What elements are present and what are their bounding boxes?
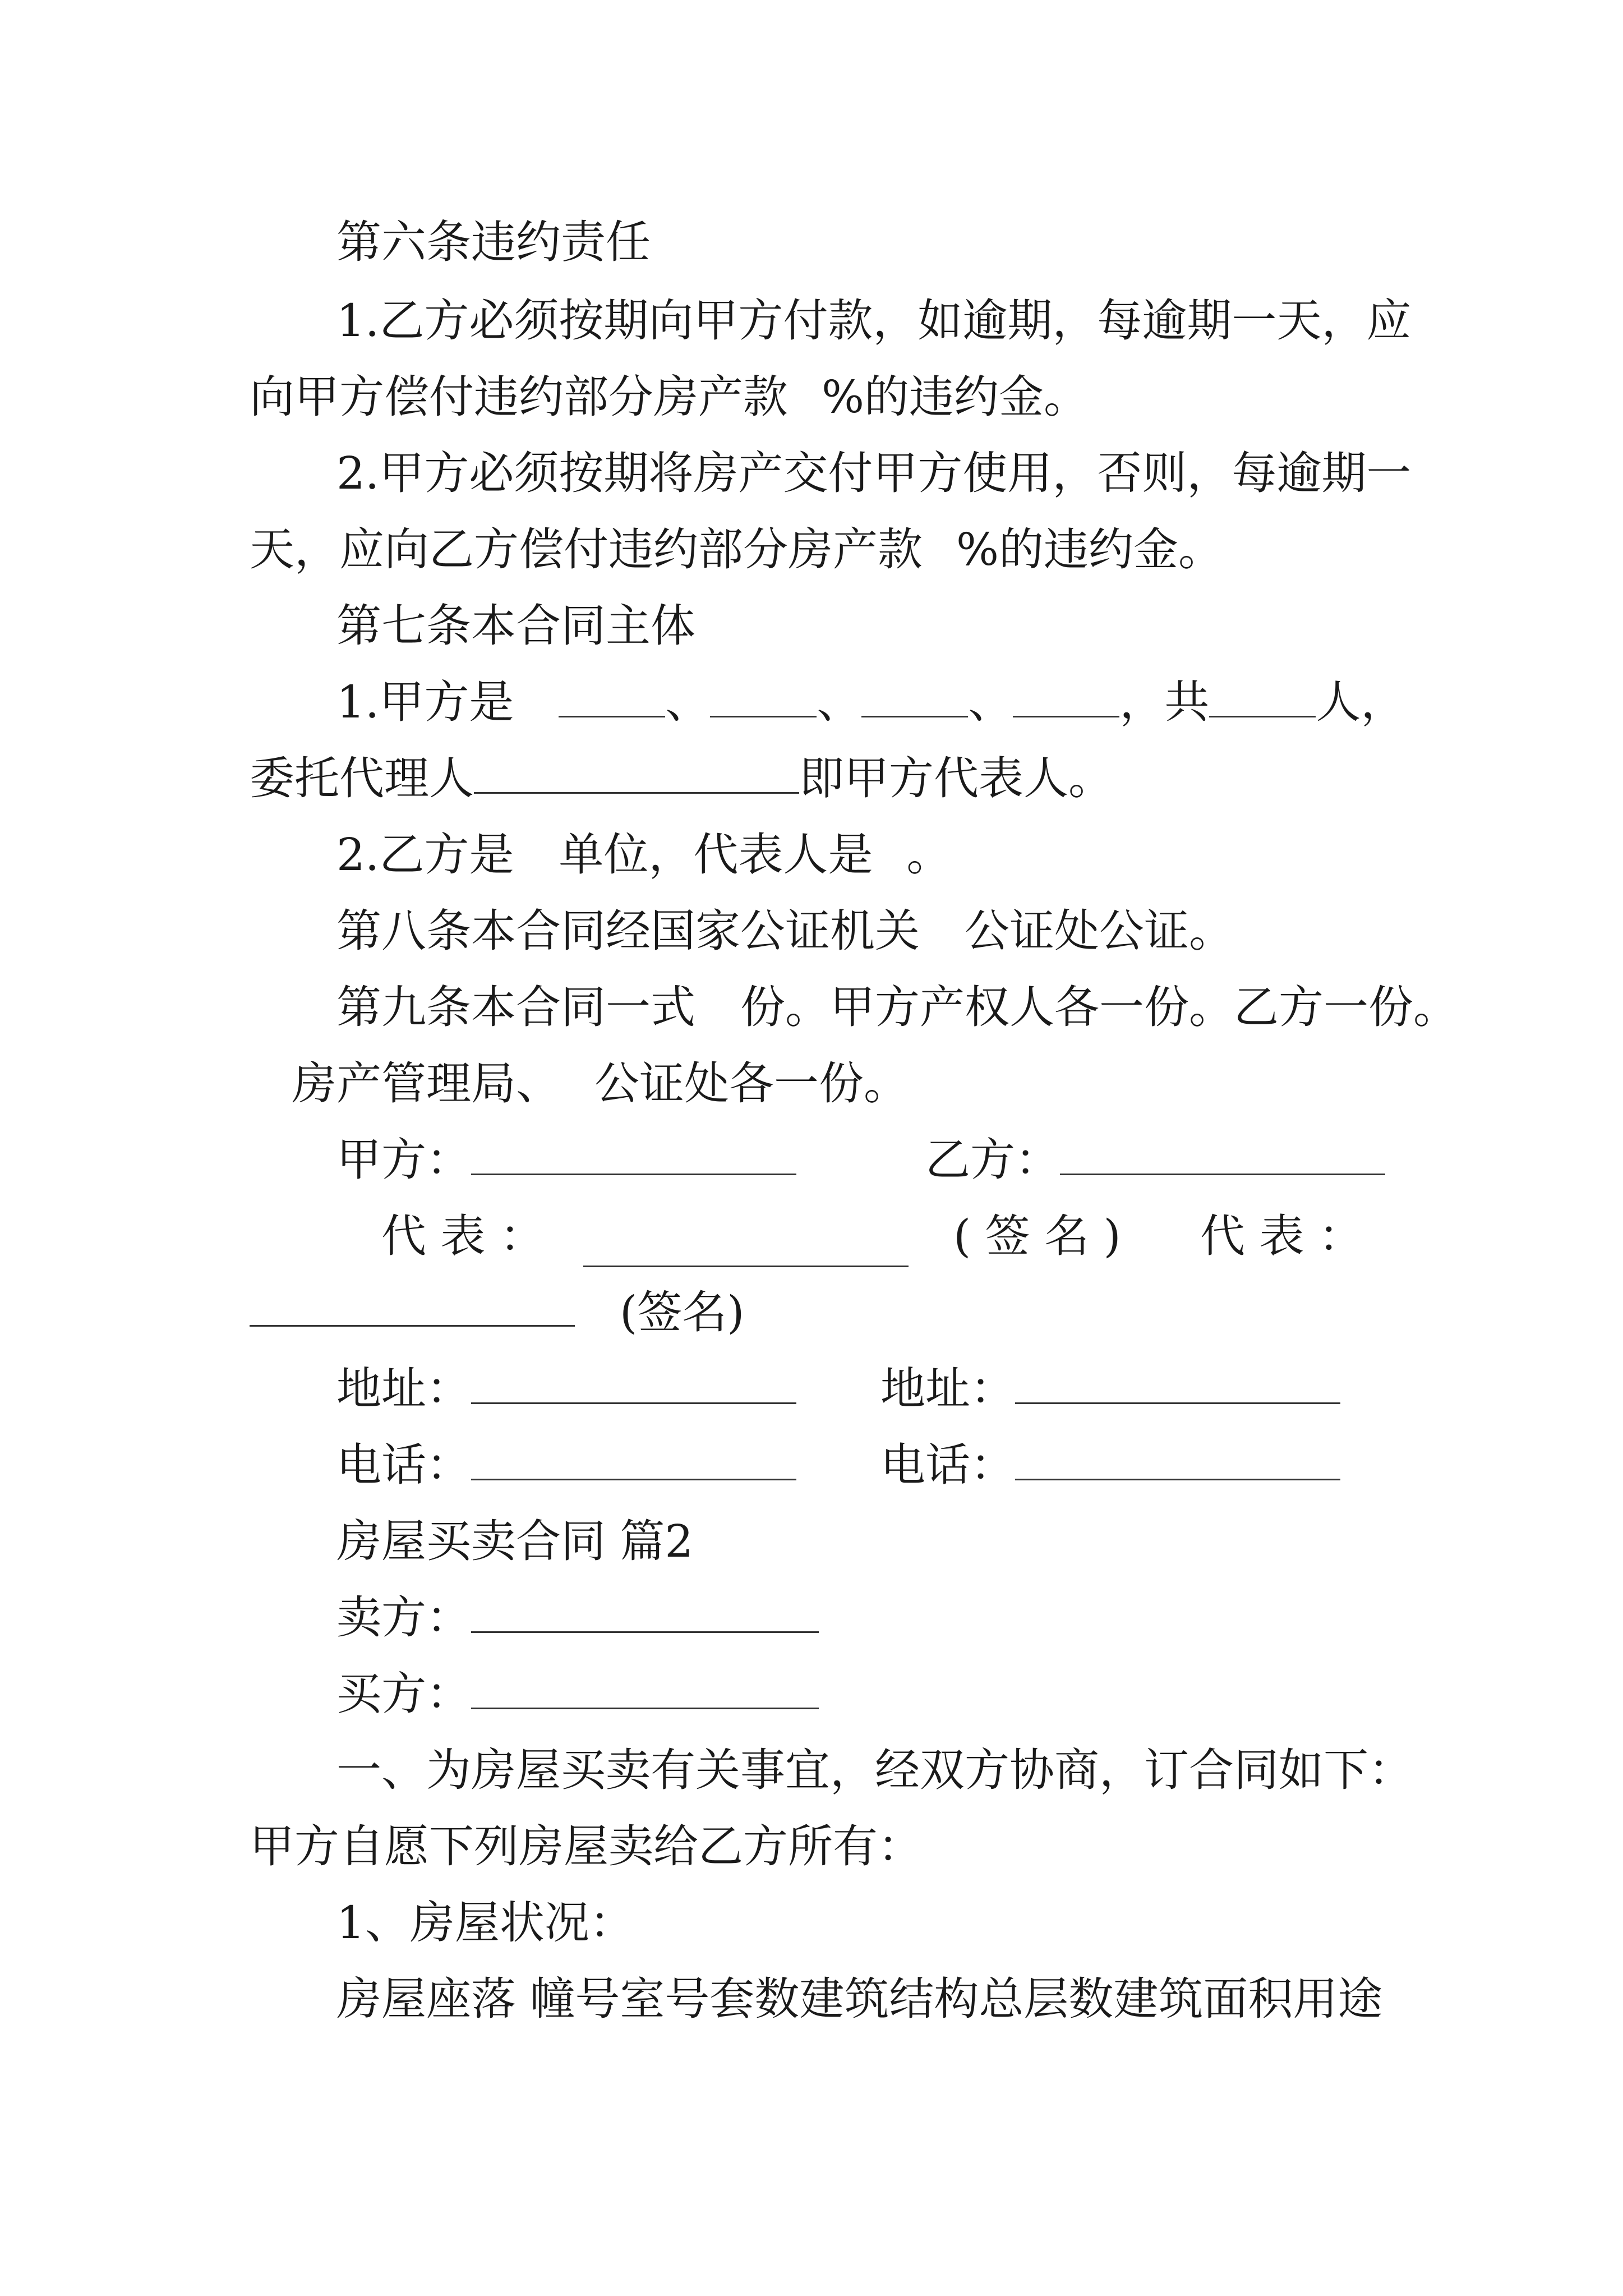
party-a-name-blank-2[interactable] [710, 675, 817, 717]
article-6-clause-1-cont: 向甲方偿付违约部分房产款 %的违约金。 [250, 371, 1089, 423]
rep-a-label: 代 表 ： [381, 1210, 545, 1262]
party-a-blank[interactable] [471, 1133, 796, 1175]
address-b-blank[interactable] [1015, 1362, 1340, 1404]
article-7-clause-1: 1.甲方是 、 、 、 ，共 人， [336, 676, 1406, 728]
contract-2-para-1: 一、为房屋买卖有关事宜，经双方协商，订合同如下： [336, 1744, 1413, 1796]
rep-a-signature: ( 签 名 ) [953, 1210, 1121, 1262]
party-a-name-blank-1[interactable] [559, 675, 665, 717]
address-b-row: 地址： [880, 1361, 1340, 1417]
phone-a-blank[interactable] [471, 1438, 796, 1480]
article-6-clause-2: 2.甲方必须按期将房产交付甲方使用，否则，每逾期一 [336, 447, 1412, 499]
agent-name-blank[interactable] [474, 752, 799, 794]
house-status-item: 1、房屋状况： [336, 1897, 634, 1949]
rep-b-signature: (签名) [620, 1286, 745, 1338]
article-6-clause-1: 1.乙方必须按期向甲方付款，如逾期，每逾期一天，应 [336, 295, 1412, 347]
party-a-name-blank-3[interactable] [861, 675, 968, 717]
article-9-cont: 房产管理局、 公证处各一份。 [292, 1057, 909, 1110]
article-8: 第八条本合同经国家公证机关 公证处公证。 [336, 905, 1234, 957]
article-7-agent: 委托代理人 即甲方代表人。 [250, 752, 1113, 804]
seller-blank[interactable] [471, 1591, 819, 1633]
address-a-row: 地址： [336, 1361, 796, 1417]
party-b-row: 乙方： [925, 1132, 1385, 1188]
article-9: 第九条本合同一式 份。甲方产权人各一份。乙方一份。 [336, 981, 1458, 1033]
article-7-clause-2: 2.乙方是 单位，代表人是 。 [336, 829, 952, 881]
party-a-row: 甲方： [336, 1132, 796, 1188]
article-6-title: 第六条违约责任 [336, 216, 651, 268]
party-a-name-blank-4[interactable] [1013, 675, 1119, 717]
party-b-blank[interactable] [1060, 1133, 1385, 1175]
phone-b-row: 电话： [880, 1437, 1340, 1493]
contract-2-heading: 房屋买卖合同 篇2 [336, 1515, 694, 1567]
article-6-clause-2-cont: 天，应向乙方偿付违约部分房产款 %的违约金。 [250, 523, 1224, 576]
contract-2-para-1-cont: 甲方自愿下列房屋卖给乙方所有： [250, 1820, 923, 1872]
rep-a-blank[interactable] [583, 1225, 909, 1267]
phone-a-row: 电话： [336, 1437, 796, 1493]
party-a-count-blank[interactable] [1209, 675, 1316, 717]
article-7-title: 第七条本合同主体 [336, 600, 695, 652]
house-columns-line: 房屋座落 幢号室号套数建筑结构总层数建筑面积用途 [336, 1973, 1383, 2025]
rep-b-blank[interactable] [250, 1285, 575, 1327]
seller-row: 卖方： [336, 1590, 819, 1646]
rep-b-label: 代 表 ： [1200, 1210, 1363, 1262]
buyer-blank[interactable] [471, 1667, 819, 1709]
phone-b-blank[interactable] [1015, 1438, 1340, 1480]
address-a-blank[interactable] [471, 1362, 796, 1404]
buyer-row: 买方： [336, 1666, 819, 1722]
